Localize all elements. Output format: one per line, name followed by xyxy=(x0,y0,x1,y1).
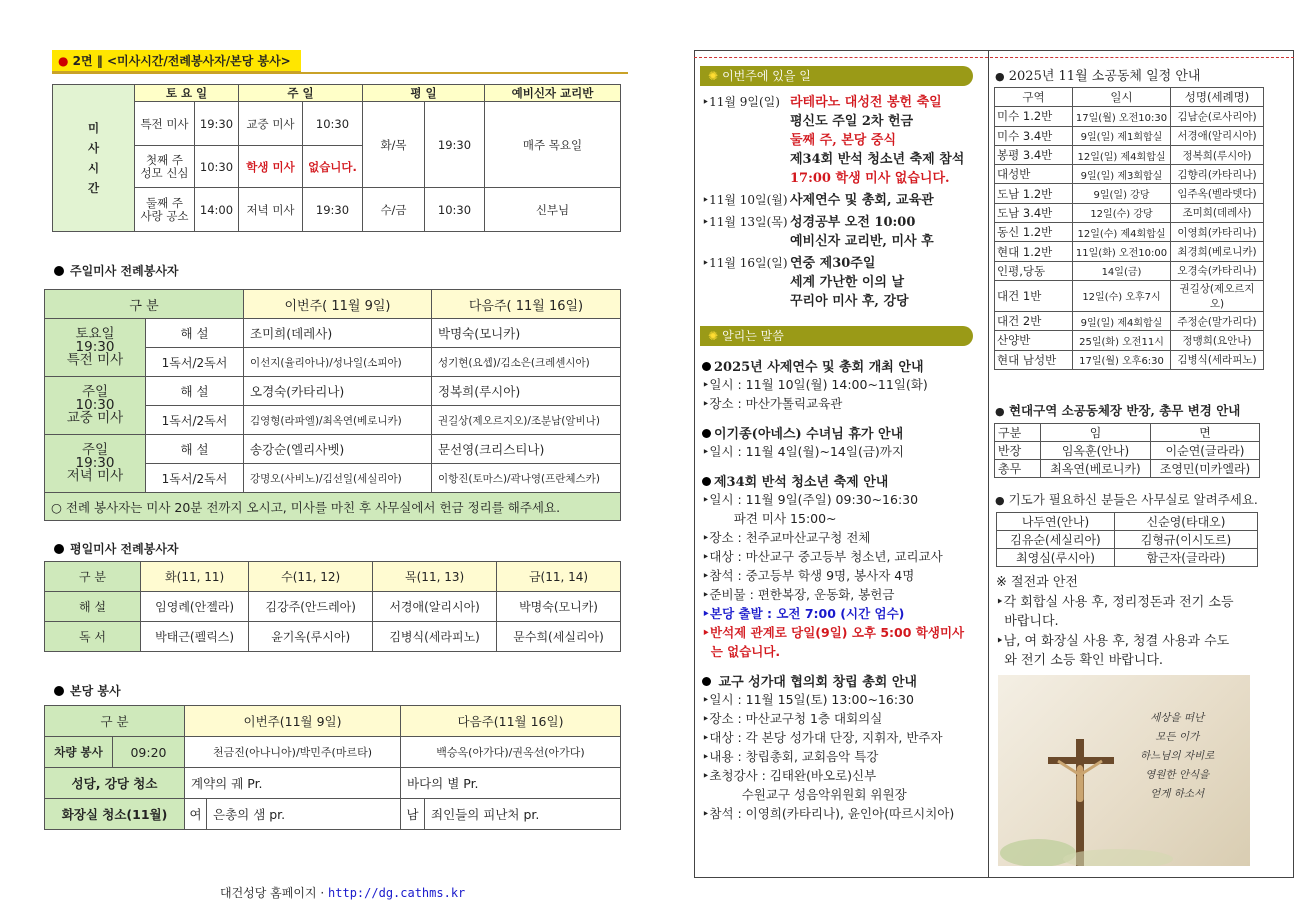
officers-col-new: 면 xyxy=(1151,424,1260,442)
schedule-row xyxy=(995,165,1264,184)
schedule-row xyxy=(995,311,1264,330)
hall-cleaning-label: 성당, 강당 청소 xyxy=(45,768,185,799)
notice-line: 파견 미사 15:00~ xyxy=(702,511,837,526)
sun-mass-1: 교중 미사 xyxy=(239,102,303,146)
schedule-row xyxy=(995,331,1264,350)
notice-line: ‣참석 : 이영희(카타리나), 윤인아(따르시치아) xyxy=(702,806,955,821)
weekday-days-1: 화/목 xyxy=(363,102,425,188)
safety-notice xyxy=(996,573,1266,671)
notice-line: 수원교구 성음악위원회 위원장 xyxy=(702,787,907,802)
officers-col-division: 구분 xyxy=(995,424,1041,442)
sunday-role: 해 설 xyxy=(146,435,244,464)
parking-label: 차량 봉사 xyxy=(45,737,113,768)
schedule-name: 조미희(데레사) xyxy=(1171,203,1264,222)
schedule-table xyxy=(994,87,1264,370)
image-caption: 세상을 떠난 모든 이가 하느님의 자비로 영원한 안식을 얻게 하소서 xyxy=(1140,712,1215,800)
sunday-this-week-cell: 송강순(엘리사벳) xyxy=(244,435,432,464)
prayer-cell: 함근자(글라라) xyxy=(1115,549,1258,567)
hall-cleaning-next-week: 바다의 별 Pr. xyxy=(401,768,621,799)
prayer-cell: 최영심(루시아) xyxy=(997,549,1115,567)
weekday-cell: 김강주(안드레아) xyxy=(249,592,373,622)
event-item: ‣11월 9일(일) 라테라노 대성전 봉헌 축일 평신도 주일 2차 헌금 둘째 주, 본당 중식 제34회 반석 청소년 축제 참석 17:00 학생 미사 없습니다. xyxy=(702,95,965,186)
notice-line: ‣본당 출발 : 오전 7:00 (시간 엄수) xyxy=(702,606,905,621)
restroom-this-week: 은총의 샘 pr. xyxy=(207,799,401,830)
schedule-zone: 현대 남성반 xyxy=(995,350,1073,369)
col-sunday: 주 일 xyxy=(239,85,363,102)
sunday-servers-note: ○ 전례 봉사자는 미사 20분 전까지 오시고, 미사를 마친 후 사무실에서 헌금 정리를 해주세요. xyxy=(45,493,621,521)
parking-next-week: 백승옥(아가다)/권옥선(아가다) xyxy=(401,737,621,768)
service-col-next-week: 다음주(11월 16일) xyxy=(401,706,621,737)
safety-line: ‣각 회합실 사용 후, 정리정돈과 전기 소등 xyxy=(996,594,1234,610)
notice-line: 는 없습니다. xyxy=(702,644,781,659)
sunday-mass-label: 토요일 19:30 특전 미사 xyxy=(45,319,146,377)
schedule-row xyxy=(995,242,1264,261)
schedule-datetime: 12일(수) 제4회합실 xyxy=(1073,223,1171,242)
mass-side-label: 미 사 시 간 xyxy=(53,85,135,232)
weekday-col-division: 구 분 xyxy=(45,562,141,592)
parish-service-title: 본당 봉사 xyxy=(54,682,121,699)
schedule-datetime: 9일(일) 제1회합실 xyxy=(1073,126,1171,145)
sat-mass-3: 둘째 주 사랑 공소 xyxy=(135,188,195,232)
safety-title: ※ 절전과 안전 xyxy=(996,575,1078,590)
schedule-name: 이영희(카타리나) xyxy=(1171,223,1264,242)
schedule-row xyxy=(995,261,1264,280)
sunday-role: 1독서/2독서 xyxy=(146,406,244,435)
sun-mass-2: 학생 미사 xyxy=(239,146,303,188)
schedule-name: 정복희(루시아) xyxy=(1171,145,1264,164)
mass-times-table xyxy=(52,84,621,232)
schedule-name: 오경숙(카타리나) xyxy=(1171,261,1264,280)
sun-time-3: 19:30 xyxy=(303,188,363,232)
this-week-banner: ✺ 이번주에 있을 일 xyxy=(700,66,973,86)
catechumen-who: 신부님 xyxy=(485,188,621,232)
schedule-datetime: 11일(화) 오전10:00 xyxy=(1073,242,1171,261)
schedule-zone: 미수 3.4반 xyxy=(995,126,1073,145)
prayer-bullet-icon: ● xyxy=(995,494,1005,507)
sat-time-1: 19:30 xyxy=(195,102,239,146)
notice-bullet-icon xyxy=(702,362,711,371)
col-saturday: 토 요 일 xyxy=(135,85,239,102)
sunday-next-week-cell: 성기현(요셉)/김소은(크레센시아) xyxy=(432,348,621,377)
notice-heading: 이기종(아네스) 수녀님 휴가 안내 xyxy=(702,423,986,442)
weekday-cell: 문수희(세실리아) xyxy=(497,622,621,652)
sunday-next-week-cell: 박명숙(모니카) xyxy=(432,319,621,348)
col-catechumen: 예비신자 교리반 xyxy=(485,85,621,102)
schedule-row xyxy=(995,145,1264,164)
sunday-this-week-cell: 김영형(라파엘)/최옥연(베로니카) xyxy=(244,406,432,435)
officer-cell: 임옥훈(안나) xyxy=(1041,442,1151,460)
sun-icon: ✺ xyxy=(708,69,719,83)
crucifix-image xyxy=(998,675,1250,866)
prayer-cell: 김유순(세실리아) xyxy=(997,531,1115,549)
schedule-name: 권길상(제오르지오) xyxy=(1171,280,1264,311)
prayer-title: ● 기도가 필요하신 분들은 사무실로 알려주세요. xyxy=(995,492,1258,507)
schedule-name: 주정순(말가리다) xyxy=(1171,311,1264,330)
weekday-time-2: 10:30 xyxy=(425,188,485,232)
notice-line: ‣대상 : 마산교구 중고등부 청소년, 교리교사 xyxy=(702,549,943,564)
schedule-bullet-icon: ● xyxy=(995,70,1005,83)
notice-line: ‣일시 : 11월 10일(월) 14:00~11일(화) xyxy=(702,377,928,392)
weekday-col-fri: 금(11, 14) xyxy=(497,562,621,592)
notice-line: ‣일시 : 11월 4일(월)~14일(금)까지 xyxy=(702,444,904,459)
notices-banner: ✺ 알리는 말씀 xyxy=(700,326,973,346)
section-bullet-icon xyxy=(54,544,64,554)
page-header xyxy=(52,50,301,73)
weekday-role: 해 설 xyxy=(45,592,141,622)
notice-bullet-icon xyxy=(702,677,711,686)
schedule-zone: 산양반 xyxy=(995,331,1073,350)
event-item: ‣11월 13일(목) 성경공부 오전 10:00 예비신자 교리반, 미사 후 xyxy=(702,215,934,249)
officer-cell: 조영민(미카엘라) xyxy=(1151,460,1260,478)
weekday-col-thu: 목(11, 13) xyxy=(373,562,497,592)
notice-line: ‣장소 : 천주교마산교구청 전체 xyxy=(702,530,871,545)
schedule-zone: 현대 1.2반 xyxy=(995,242,1073,261)
notice-line: ‣준비물 : 편한복장, 운동화, 봉헌금 xyxy=(702,587,895,602)
sun-time-2: 없습니다. xyxy=(303,146,363,188)
safety-line: 와 전기 소등 확인 바랍니다. xyxy=(996,653,1164,668)
notice-line: ‣장소 : 마산교구청 1층 대회의실 xyxy=(702,711,883,726)
restroom-next-week: 죄인들의 피난처 pr. xyxy=(425,799,621,830)
notice-line: ‣대상 : 각 본당 성가대 단장, 지휘자, 반주자 xyxy=(702,730,943,745)
schedule-zone: 대건 2반 xyxy=(995,311,1073,330)
prayer-cell: 신순영(타대오) xyxy=(1115,513,1258,531)
schedule-datetime: 12일(수) 오후7시 xyxy=(1073,280,1171,311)
schedule-col-datetime: 일시 xyxy=(1073,88,1171,107)
safety-line: ‣남, 여 화장실 사용 후, 청결 사용과 수도 xyxy=(996,633,1230,649)
sunday-this-week-cell: 이선지(율리아나)/성나일(소피아) xyxy=(244,348,432,377)
hall-cleaning-this-week: 계약의 궤 Pr. xyxy=(185,768,401,799)
weekday-col-tue: 화(11, 11) xyxy=(141,562,249,592)
sunday-col-this-week: 이번주( 11월 9일) xyxy=(244,290,432,319)
restroom-women-tag: 여 xyxy=(185,799,207,830)
prayer-cell: 나두연(안나) xyxy=(997,513,1115,531)
schedule-zone: 인평,당동 xyxy=(995,261,1073,280)
right-column-divider xyxy=(988,50,989,878)
schedule-col-zone: 구역 xyxy=(995,88,1073,107)
catechumen-when: 매주 목요일 xyxy=(485,102,621,188)
schedule-name: 김남순(로사리아) xyxy=(1171,107,1264,126)
officers-table xyxy=(994,423,1260,478)
homepage-link[interactable]: http://dg.cathms.kr xyxy=(328,886,466,900)
weekday-cell: 임영례(안젤라) xyxy=(141,592,249,622)
schedule-row xyxy=(995,203,1264,222)
weekday-cell: 김병식(세라피노) xyxy=(373,622,497,652)
schedule-row xyxy=(995,350,1264,369)
schedule-datetime: 12일(수) 강당 xyxy=(1073,203,1171,222)
officers-title: ● 현대구역 소공동체장 반장, 총무 변경 안내 xyxy=(995,403,1241,418)
weekday-cell: 박태근(펠릭스) xyxy=(141,622,249,652)
right-page-top-border xyxy=(694,57,1294,58)
sunday-role: 1독서/2독서 xyxy=(146,464,244,493)
schedule-datetime: 14일(금) xyxy=(1073,261,1171,280)
header-bullet: ● xyxy=(58,54,69,68)
sun-mass-3: 저녁 미사 xyxy=(239,188,303,232)
weekday-role: 독 서 xyxy=(45,622,141,652)
service-col-this-week: 이번주(11월 9일) xyxy=(185,706,401,737)
sunday-servers-title: 주일미사 전례봉사자 xyxy=(54,262,179,279)
weekday-cell: 서경애(알리시아) xyxy=(373,592,497,622)
notices-list xyxy=(702,356,986,823)
header-title: 2면 ‖ <미사시간/전례봉사자/본당 봉사> xyxy=(72,54,291,68)
section-bullet-icon xyxy=(54,686,64,696)
weekday-days-2: 수/금 xyxy=(363,188,425,232)
parking-time: 09:20 xyxy=(113,737,185,768)
sunday-col-division: 구 분 xyxy=(45,290,244,319)
sat-time-2: 10:30 xyxy=(195,146,239,188)
notice-line: ‣일시 : 11월 9일(주일) 09:30~16:30 xyxy=(702,492,919,507)
notice-bullet-icon xyxy=(702,429,711,438)
parking-this-week: 천금진(아나니아)/박민주(마르타) xyxy=(185,737,401,768)
schedule-row xyxy=(995,126,1264,145)
safety-line: 바랍니다. xyxy=(996,614,1059,629)
schedule-name: 김향리(카타리나) xyxy=(1171,165,1264,184)
restroom-men-tag: 남 xyxy=(401,799,425,830)
restroom-cleaning-label: 화장실 청소(11월) xyxy=(45,799,185,830)
section-bullet-icon xyxy=(54,266,64,276)
sunday-mass-label: 주일 10:30 교중 미사 xyxy=(45,377,146,435)
schedule-zone: 대건 1반 xyxy=(995,280,1073,311)
sat-time-3: 14:00 xyxy=(195,188,239,232)
sat-mass-1: 특전 미사 xyxy=(135,102,195,146)
schedule-zone: 동신 1.2반 xyxy=(995,223,1073,242)
sunday-role: 해 설 xyxy=(146,319,244,348)
notice-line: ‣장소 : 마산가톨릭교육관 xyxy=(702,396,843,411)
schedule-row xyxy=(995,107,1264,126)
sunday-next-week-cell: 권길상(제오르지오)/조분남(알비나) xyxy=(432,406,621,435)
schedule-zone: 대성반 xyxy=(995,165,1073,184)
officer-role: 총무 xyxy=(995,460,1041,478)
notice-heading: 교구 성가대 협의회 창립 총회 안내 xyxy=(702,671,986,690)
schedule-title: ● 2025년 11월 소공동체 일정 안내 xyxy=(995,69,1201,84)
this-week-events xyxy=(702,93,982,311)
officers-bullet-icon: ● xyxy=(995,405,1005,418)
sunday-mass-label: 주일 19:30 저녁 미사 xyxy=(45,435,146,493)
event-item: ‣11월 10일(월) 사제연수 및 총회, 교육관 xyxy=(702,193,934,208)
weekday-col-wed: 수(11, 12) xyxy=(249,562,373,592)
sat-mass-2: 첫째 주 성모 신심 xyxy=(135,146,195,188)
notice-line: ‣내용 : 창립총회, 교회음악 특강 xyxy=(702,749,879,764)
notice-line: ‣초청강사 : 김태완(바오로)신부 xyxy=(702,768,877,783)
col-weekday: 평 일 xyxy=(363,85,485,102)
header-rule xyxy=(52,72,628,74)
schedule-row xyxy=(995,280,1264,311)
sunday-next-week-cell: 이항진(토마스)/곽나영(프란체스카) xyxy=(432,464,621,493)
schedule-datetime: 9일(일) 제4회합실 xyxy=(1073,311,1171,330)
notice-bullet-icon xyxy=(702,477,711,486)
sunday-col-next-week: 다음주( 11월 16일) xyxy=(432,290,621,319)
weekday-cell: 윤기옥(루시아) xyxy=(249,622,373,652)
schedule-name: 정맹희(요안나) xyxy=(1171,331,1264,350)
event-item: ‣11월 16일(일) 연중 제30주일 세계 가난한 이의 날 꾸리아 미사 후, 강당 xyxy=(702,256,909,309)
sunday-next-week-cell: 정복희(루시아) xyxy=(432,377,621,406)
weekday-cell: 박명숙(모니카) xyxy=(497,592,621,622)
sun-icon: ✺ xyxy=(708,329,719,343)
schedule-name: 임주옥(벨라뎃다) xyxy=(1171,184,1264,203)
schedule-datetime: 17일(월) 오전10:30 xyxy=(1073,107,1171,126)
notice-heading: 2025년 사제연수 및 총회 개최 안내 xyxy=(702,356,986,375)
officer-role: 반장 xyxy=(995,442,1041,460)
footer-label: 대건성당 홈페이지 · xyxy=(220,886,325,900)
schedule-zone: 도남 3.4반 xyxy=(995,203,1073,222)
schedule-row xyxy=(995,184,1264,203)
sunday-role: 1독서/2독서 xyxy=(146,348,244,377)
schedule-datetime: 25일(화) 오전11시 xyxy=(1073,331,1171,350)
schedule-datetime: 17일(월) 오후6:30 xyxy=(1073,350,1171,369)
notice-heading: 제34회 반석 청소년 축제 안내 xyxy=(702,471,986,490)
schedule-name: 최경희(베로니카) xyxy=(1171,242,1264,261)
schedule-datetime: 12일(일) 제4회합실 xyxy=(1073,145,1171,164)
officers-col-previous: 임 xyxy=(1041,424,1151,442)
schedule-datetime: 9일(일) 강당 xyxy=(1073,184,1171,203)
sunday-servers-table xyxy=(44,289,621,521)
officer-cell: 이순연(글라라) xyxy=(1151,442,1260,460)
parish-service-table xyxy=(44,705,621,830)
schedule-zone: 도남 1.2반 xyxy=(995,184,1073,203)
sunday-next-week-cell: 문선영(크리스티나) xyxy=(432,435,621,464)
schedule-row xyxy=(995,223,1264,242)
schedule-name: 서경애(알리시아) xyxy=(1171,126,1264,145)
officer-cell: 최옥연(베로니카) xyxy=(1041,460,1151,478)
notice-line: ‣반석제 관계로 당일(9일) 오후 5:00 학생미사 xyxy=(702,625,965,640)
prayer-table xyxy=(996,512,1258,567)
schedule-col-name: 성명(세례명) xyxy=(1171,88,1264,107)
schedule-zone: 봉평 3.4반 xyxy=(995,145,1073,164)
schedule-name: 김병식(세라피노) xyxy=(1171,350,1264,369)
prayer-cell: 김형규(이시도르) xyxy=(1115,531,1258,549)
sunday-this-week-cell: 강명오(사비노)/김선일(세실리아) xyxy=(244,464,432,493)
sunday-this-week-cell: 조미희(데레사) xyxy=(244,319,432,348)
weekday-time-1: 19:30 xyxy=(425,102,485,188)
notice-line: ‣일시 : 11월 15일(토) 13:00~16:30 xyxy=(702,692,914,707)
sun-time-1: 10:30 xyxy=(303,102,363,146)
footer xyxy=(220,884,465,901)
schedule-datetime: 9일(일) 제3회합실 xyxy=(1073,165,1171,184)
notice-line: ‣참석 : 중고등부 학생 9명, 봉사자 4명 xyxy=(702,568,915,583)
sunday-role: 해 설 xyxy=(146,377,244,406)
sunday-this-week-cell: 오경숙(카타리나) xyxy=(244,377,432,406)
weekday-servers-title: 평일미사 전례봉사자 xyxy=(54,540,179,557)
service-col-division: 구 분 xyxy=(45,706,185,737)
weekday-servers-table xyxy=(44,561,621,652)
schedule-zone: 미수 1.2반 xyxy=(995,107,1073,126)
